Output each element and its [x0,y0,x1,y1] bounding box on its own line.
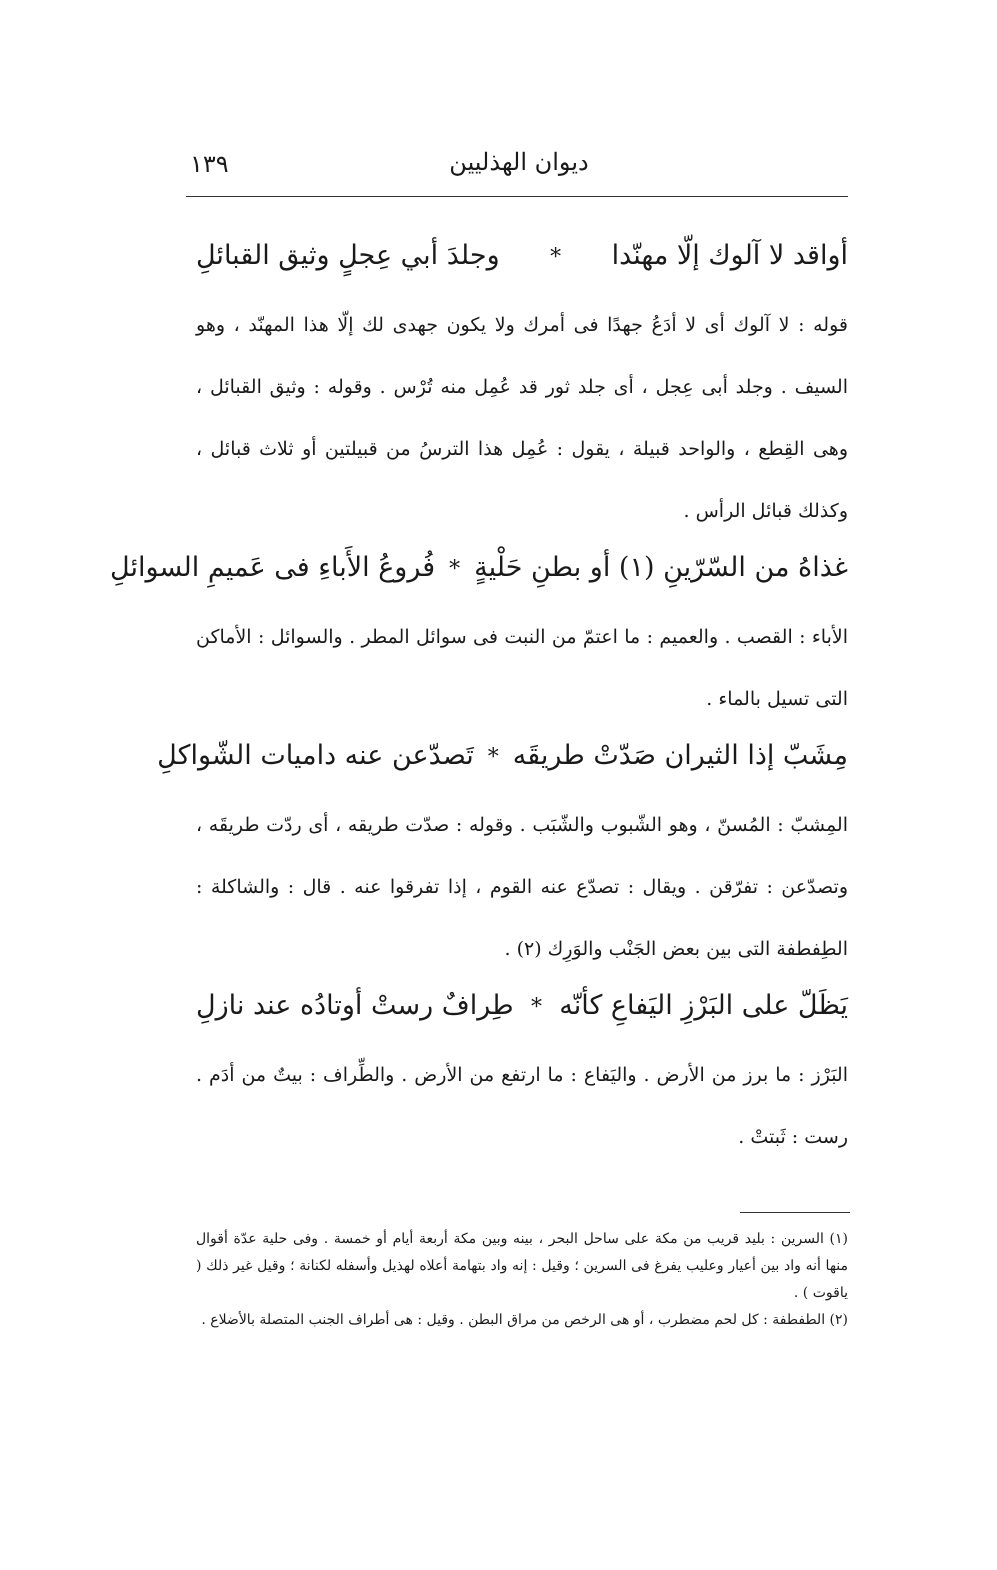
page-header [190,140,848,196]
commentary-paragraph: الأباء : القصب . والعميم : ما اعتمّ من النبت فى سوائل المطر . والسوائل : الأماكن التى تسيل بالماء . [196,626,848,710]
page-body [110,230,848,1174]
footnote-1: (١) السرين : بليد قريب من مكة على ساحل البحر ، بينه وبين مكة أربعة أيام أو خمسة . وفى حلية عدّة أقوال منها أنه واد بين أعيار وعليب يفرغ فى السرين ؛ وقيل : إنه واد بتهامة أعلاه لهذيل وأسفله لكنانة ؛ وقيل غير ذلك ( ياقوت ) . [196,1231,848,1301]
verse-first-hemistich: يَظَلّ على البَرْزِ اليَفاعِ كأنّه [559,990,848,1021]
verse-first-hemistich: مِشَبّ إذا الثيران صَدّتْ طريقَه [512,740,848,771]
running-title: ديوان الهذليين [449,148,589,176]
verse-second-hemistich: وجلدَ أبي عِجلٍ وثيق القبائلِ [195,240,500,271]
verse-separator: * [550,245,562,270]
footnote-rule [740,1212,850,1213]
verse-line [157,736,848,788]
verse-separator: * [449,557,461,582]
entry-1 [196,236,848,542]
footnotes [196,1226,848,1334]
entry-2 [110,548,848,730]
header-rule [186,196,848,197]
verse-second-hemistich: تَصدّعن عنه داميات الشّواكلِ [157,740,474,771]
verse-second-hemistich: فُروعُ الأَباءِ فى عَميمِ السوائلِ [110,552,436,583]
verse-line [196,986,848,1038]
entry-4 [196,986,848,1168]
verse-line [196,236,848,288]
commentary-paragraph: قوله : لا آلوك أى لا أدَعُ جهدًا فى أمرك ولا يكون جهدى لك إلّا هذا المهنّد ، وهو السيف . وجلد أبى عِجل ، أى جلد ثور قد عُمِل منه تُرْس . وقوله : وثيق القبائل ، وهى القِطع ، والواحد قبيلة ، يقول : عُمِل هذا الترسُ من قبيلتين أو ثلاث قبائل ، وكذلك قبائل الرأس . [196,314,848,522]
entry-3 [157,736,848,980]
commentary-paragraph: البَرْز : ما برز من الأرض . واليَفاع : ما ارتفع من الأرض . والطِّراف : بيتٌ من أدَم . رست : ثَبتتْ . [196,1064,848,1148]
footnote-2: (٢) الطفطفة : كل لحم مضطرب ، أو هى الرخص من مراق البطن . وقيل : هى أطراف الجنب المتصلة بالأضلاع . [201,1312,848,1328]
verse-separator: * [487,745,499,770]
commentary-paragraph: المِشبّ : المُسنّ ، وهو الشّبوب والشّبَب . وقوله : صدّت طريقه ، أى ردّت طريقَه ، وتصدّعن : تفرّقن . ويقال : تصدّع عنه القوم ، إذا تفرقوا عنه . قال : والشاكلة : الطِفطفة التى بين بعض الجَنْب والوَرِك (٢) . [196,814,848,960]
verse-second-hemistich: طِرافٌ رستْ أوتادُه عند نازلِ [195,990,514,1021]
verse-separator: * [530,995,542,1020]
verse-line [110,548,848,600]
verse-first-hemistich: أواقد لا آلوك إلّا مهنّدا [611,240,848,271]
page-number: ١٣٩ [190,150,229,178]
verse-first-hemistich: غذاهُ من السّرّينِ (١) أو بطنِ حَلْيةٍ [474,552,848,583]
